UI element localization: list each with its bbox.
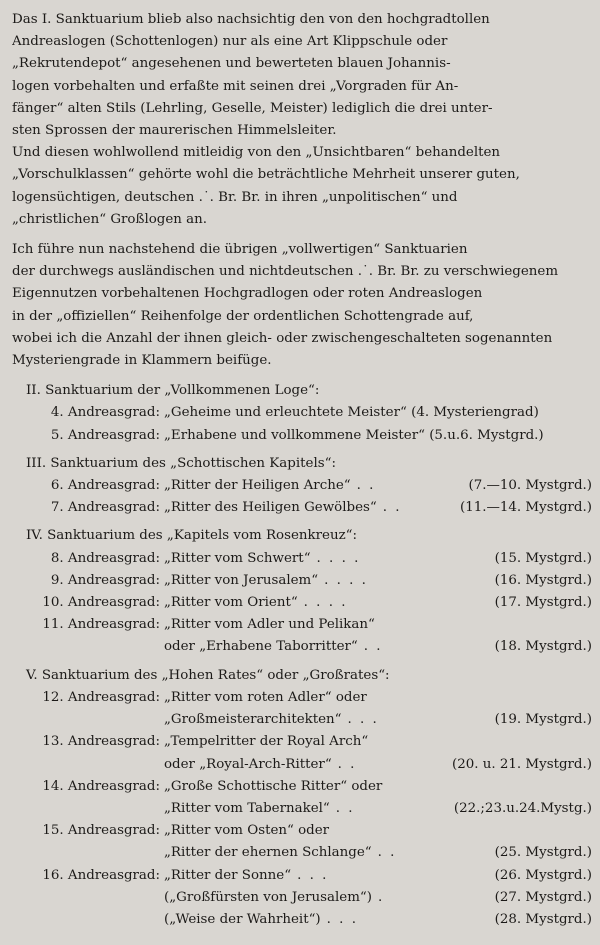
grade-title: „Ritter des Heiligen Gewölbes“ [164, 500, 377, 516]
leader-dots: . [377, 889, 385, 905]
grade-number: 10. Andreasgrad: [42, 595, 160, 611]
grade-entry [12, 776, 592, 798]
grade-entry [12, 592, 592, 614]
grade-number: 4. Andreasgrad: [50, 405, 160, 421]
grade-entry-continuation [12, 709, 592, 731]
grade-title: „Tempelritter der Royal Arch“ [164, 734, 369, 750]
grade-title: „Erhabene und vollkommene Meister“ (5.u.6. Mystgrd.) [164, 427, 544, 443]
mystery-grades: (26. Mystgrd.) [494, 867, 592, 883]
leader-dots: . . . . [324, 572, 368, 588]
grade-number: 14. Andreasgrad: [42, 778, 160, 794]
text-line: „Vorschulklassen“ gehörte wohl die beträchtliche Mehrheit unserer guten, [12, 167, 520, 183]
grade-entry [12, 570, 592, 592]
grade-entry [12, 731, 592, 753]
leader-dots: . . [382, 500, 402, 516]
text-line: logensüchtigen, deutschen .˙. Br. Br. in ihren „unpolitischen“ und [12, 189, 458, 205]
grade-title: „Ritter der ehernen Schlange“ [164, 845, 372, 861]
grade-entry-continuation [12, 754, 592, 776]
grade-entry [12, 548, 592, 570]
grade-title: oder „Royal-Arch-Ritter“ [164, 756, 332, 772]
grade-number: 9. Andreasgrad: [50, 572, 160, 588]
grade-number: 5. Andreasgrad: [50, 427, 160, 443]
grade-entry [12, 687, 592, 709]
mystery-grades: (19. Mystgrd.) [494, 712, 592, 728]
grade-number: 15. Andreasgrad: [42, 823, 160, 839]
grade-entry-continuation [12, 842, 592, 864]
mystery-grades: (27. Mystgrd.) [494, 889, 592, 905]
leader-dots: . . . [297, 867, 329, 883]
intro-paragraph [12, 9, 592, 231]
list-intro-paragraph [12, 239, 592, 372]
leader-dots: . . . . [303, 595, 348, 611]
grade-title: „Ritter vom Orient“ [164, 595, 298, 611]
text-line: „Rekrutendepot“ angesehenen und bewerteten blauen Johannis- [12, 56, 451, 72]
mystery-grades: (11.—14. Mystgrd.) [459, 500, 592, 516]
grade-number: 7. Andreasgrad: [50, 500, 160, 516]
grade-entry [12, 820, 592, 842]
grade-title: „Ritter der Heiligen Arche“ [164, 478, 351, 494]
text-line: sten Sprossen der maurerischen Himmelsleiter. [12, 123, 337, 139]
text-line: der durchwegs ausländischen und nichtdeutschen .˙. Br. Br. zu verschwiegenem [12, 264, 559, 280]
grade-title: („Weise der Wahrheit“) [164, 911, 321, 927]
grade-title: „Ritter vom roten Adler“ oder [164, 689, 367, 705]
text-line: Andreaslogen (Schottenlogen) nur als eine Art Klippschule oder [12, 34, 448, 50]
grade-number: 8. Andreasgrad: [50, 550, 160, 566]
grade-entry-continuation [12, 909, 592, 931]
grade-number: 16. Andreasgrad: [42, 867, 160, 883]
grade-entry [12, 865, 592, 887]
grade-entry [12, 402, 592, 424]
mystery-grades: (15. Mystgrd.) [494, 550, 592, 566]
mystery-grades: (18. Mystgrd.) [494, 639, 592, 655]
text-line: wobei ich die Anzahl der ihnen gleich- oder zwischengeschalteten sogenannten [12, 330, 553, 346]
text-line: Ich führe nun nachstehend die übrigen „vollwertigen“ Sanktuarien [12, 242, 468, 258]
grade-entry [12, 425, 592, 447]
grade-entry [12, 497, 592, 519]
text-line: fänger“ alten Stils (Lehrling, Geselle, Meister) lediglich die drei unter- [12, 100, 493, 116]
text-line: in der „offiziellen“ Reihenfolge der ordentlichen Schottengrade auf, [12, 308, 474, 324]
grade-number: 11. Andreasgrad: [42, 617, 160, 633]
grade-title: „Ritter vom Adler und Pelikan“ [164, 617, 375, 633]
text-line: logen vorbehalten und erfaßte mit seinen drei „Vorgraden für An- [12, 78, 459, 94]
grade-entry-continuation [12, 798, 592, 820]
grade-title: „Geheime und erleuchtete Meister“ (4. Mysteriengrad) [164, 405, 539, 421]
text-line: Eigennutzen vorbehaltenen Hochgradlogen oder roten Andreaslogen [12, 286, 483, 302]
sanctuary-heading: V. Sanktuarium des „Hohen Rates“ oder „Großrates“: [26, 667, 390, 683]
grade-entry-continuation [12, 636, 592, 658]
grade-title: „Ritter vom Osten“ oder [164, 823, 330, 839]
text-line: Das I. Sanktuarium blieb also nachsichtig den von den hochgradtollen [12, 12, 490, 27]
grade-entry [12, 475, 592, 497]
grade-title: „Große Schottische Ritter“ oder [164, 778, 383, 794]
grade-title: „Ritter vom Tabernakel“ [164, 800, 330, 816]
leader-dots: . . [377, 845, 397, 861]
grade-title: („Großfürsten von Jerusalem“) [164, 889, 372, 905]
leader-dots: . . [337, 756, 357, 772]
grade-title: „Ritter vom Schwert“ [164, 550, 311, 566]
grade-number: 12. Andreasgrad: [42, 689, 160, 705]
mystery-grades: (20. u. 21. Mystgrd.) [451, 756, 592, 772]
mystery-grades: (22.;23.u.24.Mystg.) [453, 800, 592, 816]
leader-dots: . . . . [316, 550, 361, 566]
mystery-grades: (16. Mystgrd.) [494, 572, 592, 588]
grade-entry-continuation [12, 887, 592, 909]
grade-number: 13. Andreasgrad: [42, 734, 160, 750]
text-line: Und diesen wohlwollend mitleidig von den „Unsichtbaren“ behandelten [12, 145, 501, 161]
text-line: Mysteriengrade in Klammern beifüge. [12, 353, 272, 369]
sanctuary-heading: III. Sanktuarium des „Schottischen Kapitels“: [26, 455, 336, 471]
mystery-grades: (28. Mystgrd.) [494, 911, 592, 927]
grade-entry [12, 614, 592, 636]
mystery-grades: (25. Mystgrd.) [494, 845, 592, 861]
grade-title: „Großmeisterarchitekten“ [164, 712, 342, 728]
mystery-grades: (7.—10. Mystgrd.) [468, 478, 592, 494]
grade-title: „Ritter der Sonne“ [164, 867, 292, 883]
sanctuary-heading: II. Sanktuarium der „Vollkommenen Loge“: [26, 383, 320, 399]
text-line: „christlichen“ Großlogen an. [12, 211, 208, 227]
leader-dots: . . [356, 478, 376, 494]
leader-dots: . . . [326, 911, 358, 927]
grade-title: oder „Erhabene Taborritter“ [164, 639, 358, 655]
grade-title: „Ritter von Jerusalem“ [164, 572, 319, 588]
sanctuary-heading: IV. Sanktuarium des „Kapitels vom Rosenkreuz“: [26, 528, 358, 544]
leader-dots: . . [335, 800, 355, 816]
leader-dots: . . [363, 639, 383, 655]
grade-number: 6. Andreasgrad: [50, 478, 160, 494]
leader-dots: . . . [347, 712, 379, 728]
mystery-grades: (17. Mystgrd.) [494, 595, 592, 611]
